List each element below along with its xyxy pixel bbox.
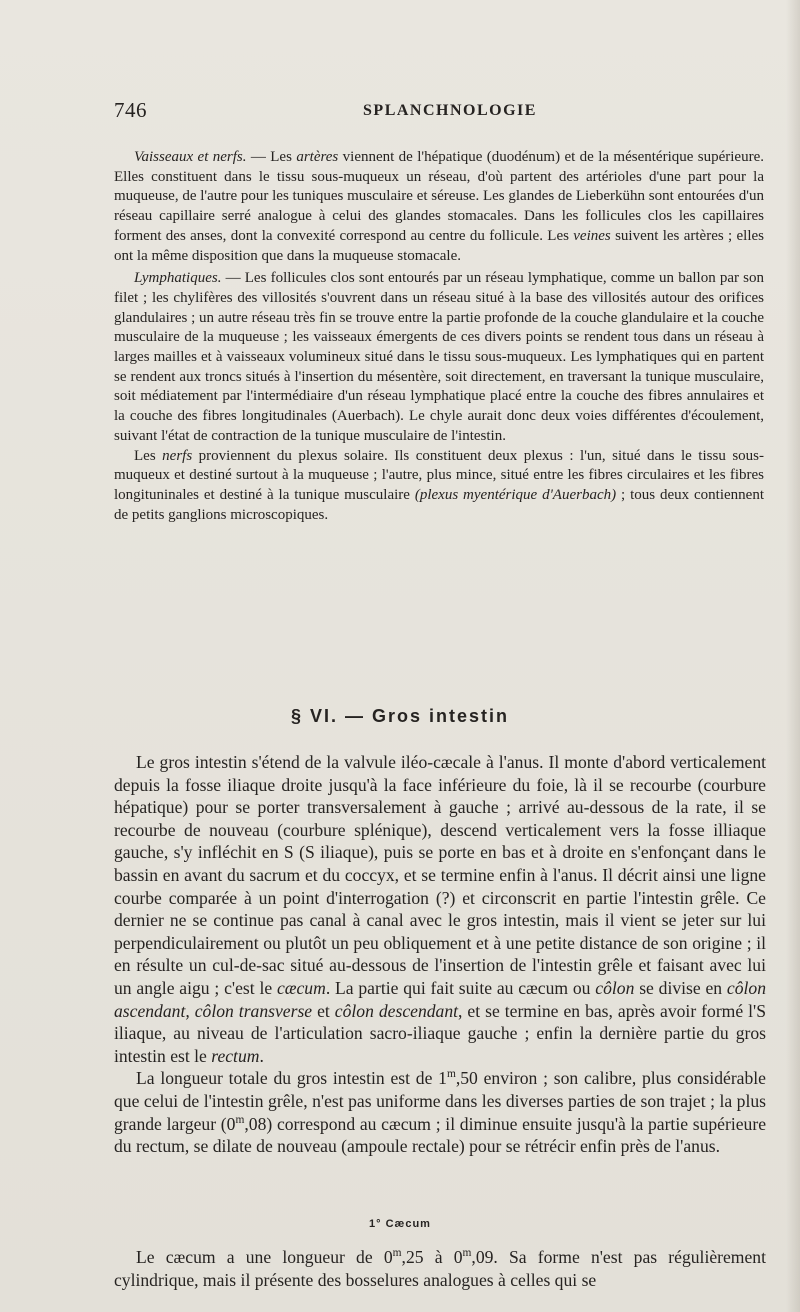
text-run: ,50 environ ; son calibre, plus considérable que celui de l'intestin grêle, n'est pas uniforme dans les diverses parties de son trajet ; la plus grande largeur (0 (114, 1068, 766, 1134)
text-run: se divise en (634, 977, 727, 998)
text-run: suivent les artères ; elles ont la même disposition que dans la muqueuse stomacale. (114, 227, 764, 264)
section-heading: § VI. — Gros intestin (290, 706, 510, 726)
term-rectum: rectum (211, 1045, 260, 1066)
unit-superscript: m (462, 1247, 472, 1260)
term-plexus: (plexus myentérique d'Auerbach) (414, 486, 617, 503)
unit-superscript: m (446, 1068, 456, 1081)
text-run: ,09. Sa forme n'est pas régulièrement cylindrique, mais il présente des bosselures analogues à celles qui se (114, 1247, 766, 1290)
caecum-section (114, 1246, 766, 1291)
text-run: ,25 à 0 (401, 1247, 463, 1267)
text-run: viennent de l'hépatique (duodénum) et de la mésentérique supérieure. Elles constituent dans le tissu sous-muqueux un réseau, d'où partent des artérioles d'une part pour la muqueuse, de l'autre pour les tuniques musculaire et séreuse. Les glandes de Lieberkühn sont entourées d'un réseau capillaire serré analogue à celui des glandes stomacales. Dans les follicules clos les capillaires forment des anses, dont la convexité correspond au centre du follicule. Les (114, 149, 764, 244)
paragraph-lymphatiques (114, 269, 764, 446)
text-run: — Les follicules clos sont entourés par un réseau lymphatique, comme un ballon par son filet ; les chylifères des villosités s'ouvrent dans un réseau situé à la base des villosités autour des orifices glandulaires ; un autre réseau très fin se trouve entre la partie profonde de la couche glandulaire et la couche musculaire de la muqueuse ; les vaisseaux émergents de ces divers points se rendent tous dans un réseau à larges mailles et à vaisseaux volumineux situé dans le tissu sous-muqueux. Les lymphatiques qui en partent se rendent aux troncs situés à l'insertion du mésentère, soit directement, en traversant la tunique musculaire, soit médiatement par l'intermédiaire d'un réseau lymphatique placé entre la couche des fibres annulaires et la couche des fibres longitudinales (Auerbach). Le chyle aurait donc deux voies différentes d'écoulement, suivant l'état de contraction de la tunique musculaire de l'intestin. (114, 270, 764, 444)
term-caecum: cæcum (276, 977, 326, 998)
unit-superscript: m (235, 1113, 245, 1126)
term-veines: veines (573, 227, 611, 244)
paragraph-title: Vaisseaux et nerfs. (134, 149, 247, 165)
running-head (0, 98, 800, 128)
paragraph-vaisseaux (114, 148, 764, 266)
term-arteres: artères (296, 149, 339, 165)
term-colon: côlon (595, 977, 635, 998)
paragraph-title: Lymphatiques. (134, 270, 222, 287)
paragraph-description (114, 751, 766, 1067)
running-title: SPLANCHNOLOGIE (363, 102, 537, 119)
text-run: . (259, 1045, 264, 1066)
vessels-nerves-section (114, 148, 764, 525)
paragraph-nerfs (114, 447, 764, 526)
text-run: Les (134, 447, 163, 464)
text-run: proviennent du plexus solaire. Ils constituent deux plexus : l'un, situé dans le tissu sous-muqueux et destiné surtout à la muqueuse ; l'autre, plus mince, situé entre les fibres circulaires et les fibres longituninales et destiné à la tunique musculaire (114, 447, 764, 503)
page-edge-shadow (786, 0, 800, 1312)
text-run: . La partie qui fait suite au cæcum ou (325, 977, 596, 998)
paragraph-caecum (114, 1246, 766, 1291)
paragraph-dimensions (114, 1067, 766, 1157)
page-number: 746 (114, 98, 147, 122)
text-run: La longueur totale du gros intestin est de 1 (136, 1068, 447, 1089)
text-run: Le cæcum a une longueur de 0 (136, 1247, 393, 1267)
term-colon-descendant: côlon descendant (334, 1000, 459, 1021)
text-run: ,08) correspond au cæcum ; il diminue ensuite jusqu'à la partie supérieure du rectum, se dilate de nouveau (ampoule rectale) pour se rétrécir enfin près de l'anus. (114, 1113, 767, 1157)
text-run: , et se termine en bas, après avoir formé l'S iliaque, au niveau de l'articulation sacro-iliaque gauche ; enfin la dernière partie du gros intestin est le (114, 1000, 767, 1066)
term-colon-parts: côlon ascendant, côlon transverse (114, 977, 767, 1021)
gros-intestin-section (114, 751, 766, 1158)
text-run: — Les (246, 149, 297, 165)
text-run: ; tous deux contiennent de petits ganglions microscopiques. (114, 486, 764, 523)
term-nerfs: nerfs (162, 447, 193, 464)
unit-superscript: m (392, 1247, 402, 1260)
text-run: et (312, 1000, 335, 1021)
text-run: Le gros intestin s'étend de la valvule iléo-cæcale à l'anus. Il monte d'abord verticalement depuis la fosse iliaque droite jusqu'à la face inférieure du foie, là il se recourbe (courbure hépatique) pour se porter transversalement à gauche ; arrivé au-dessous de la rate, il se recourbe de nouveau (courbure splénique), descend verticalement vers la fosse illiaque gauche, s'y infléchit en S (S iliaque), puis se porte en bas et à droite en s'enfonçant dans le bassin en avant du sacrum et du coccyx, et se termine enfin à l'anus. Il décrit ainsi une ligne courbe comparée à un point d'interrogation (?) et circonscrit en partie l'intestin grêle. Ce dernier ne se continue pas canal à canal avec le gros intestin, mais il vient se jeter sur lui perpendiculairement ou plutôt un peu obliquement et à une petite distance de son origine ; il en résulte un cul-de-sac situé au-dessous de l'insertion de l'intestin grêle et faisant avec lui un angle aigu ; c'est le (114, 752, 766, 998)
subsection-heading: 1° Cæcum (369, 1218, 431, 1230)
